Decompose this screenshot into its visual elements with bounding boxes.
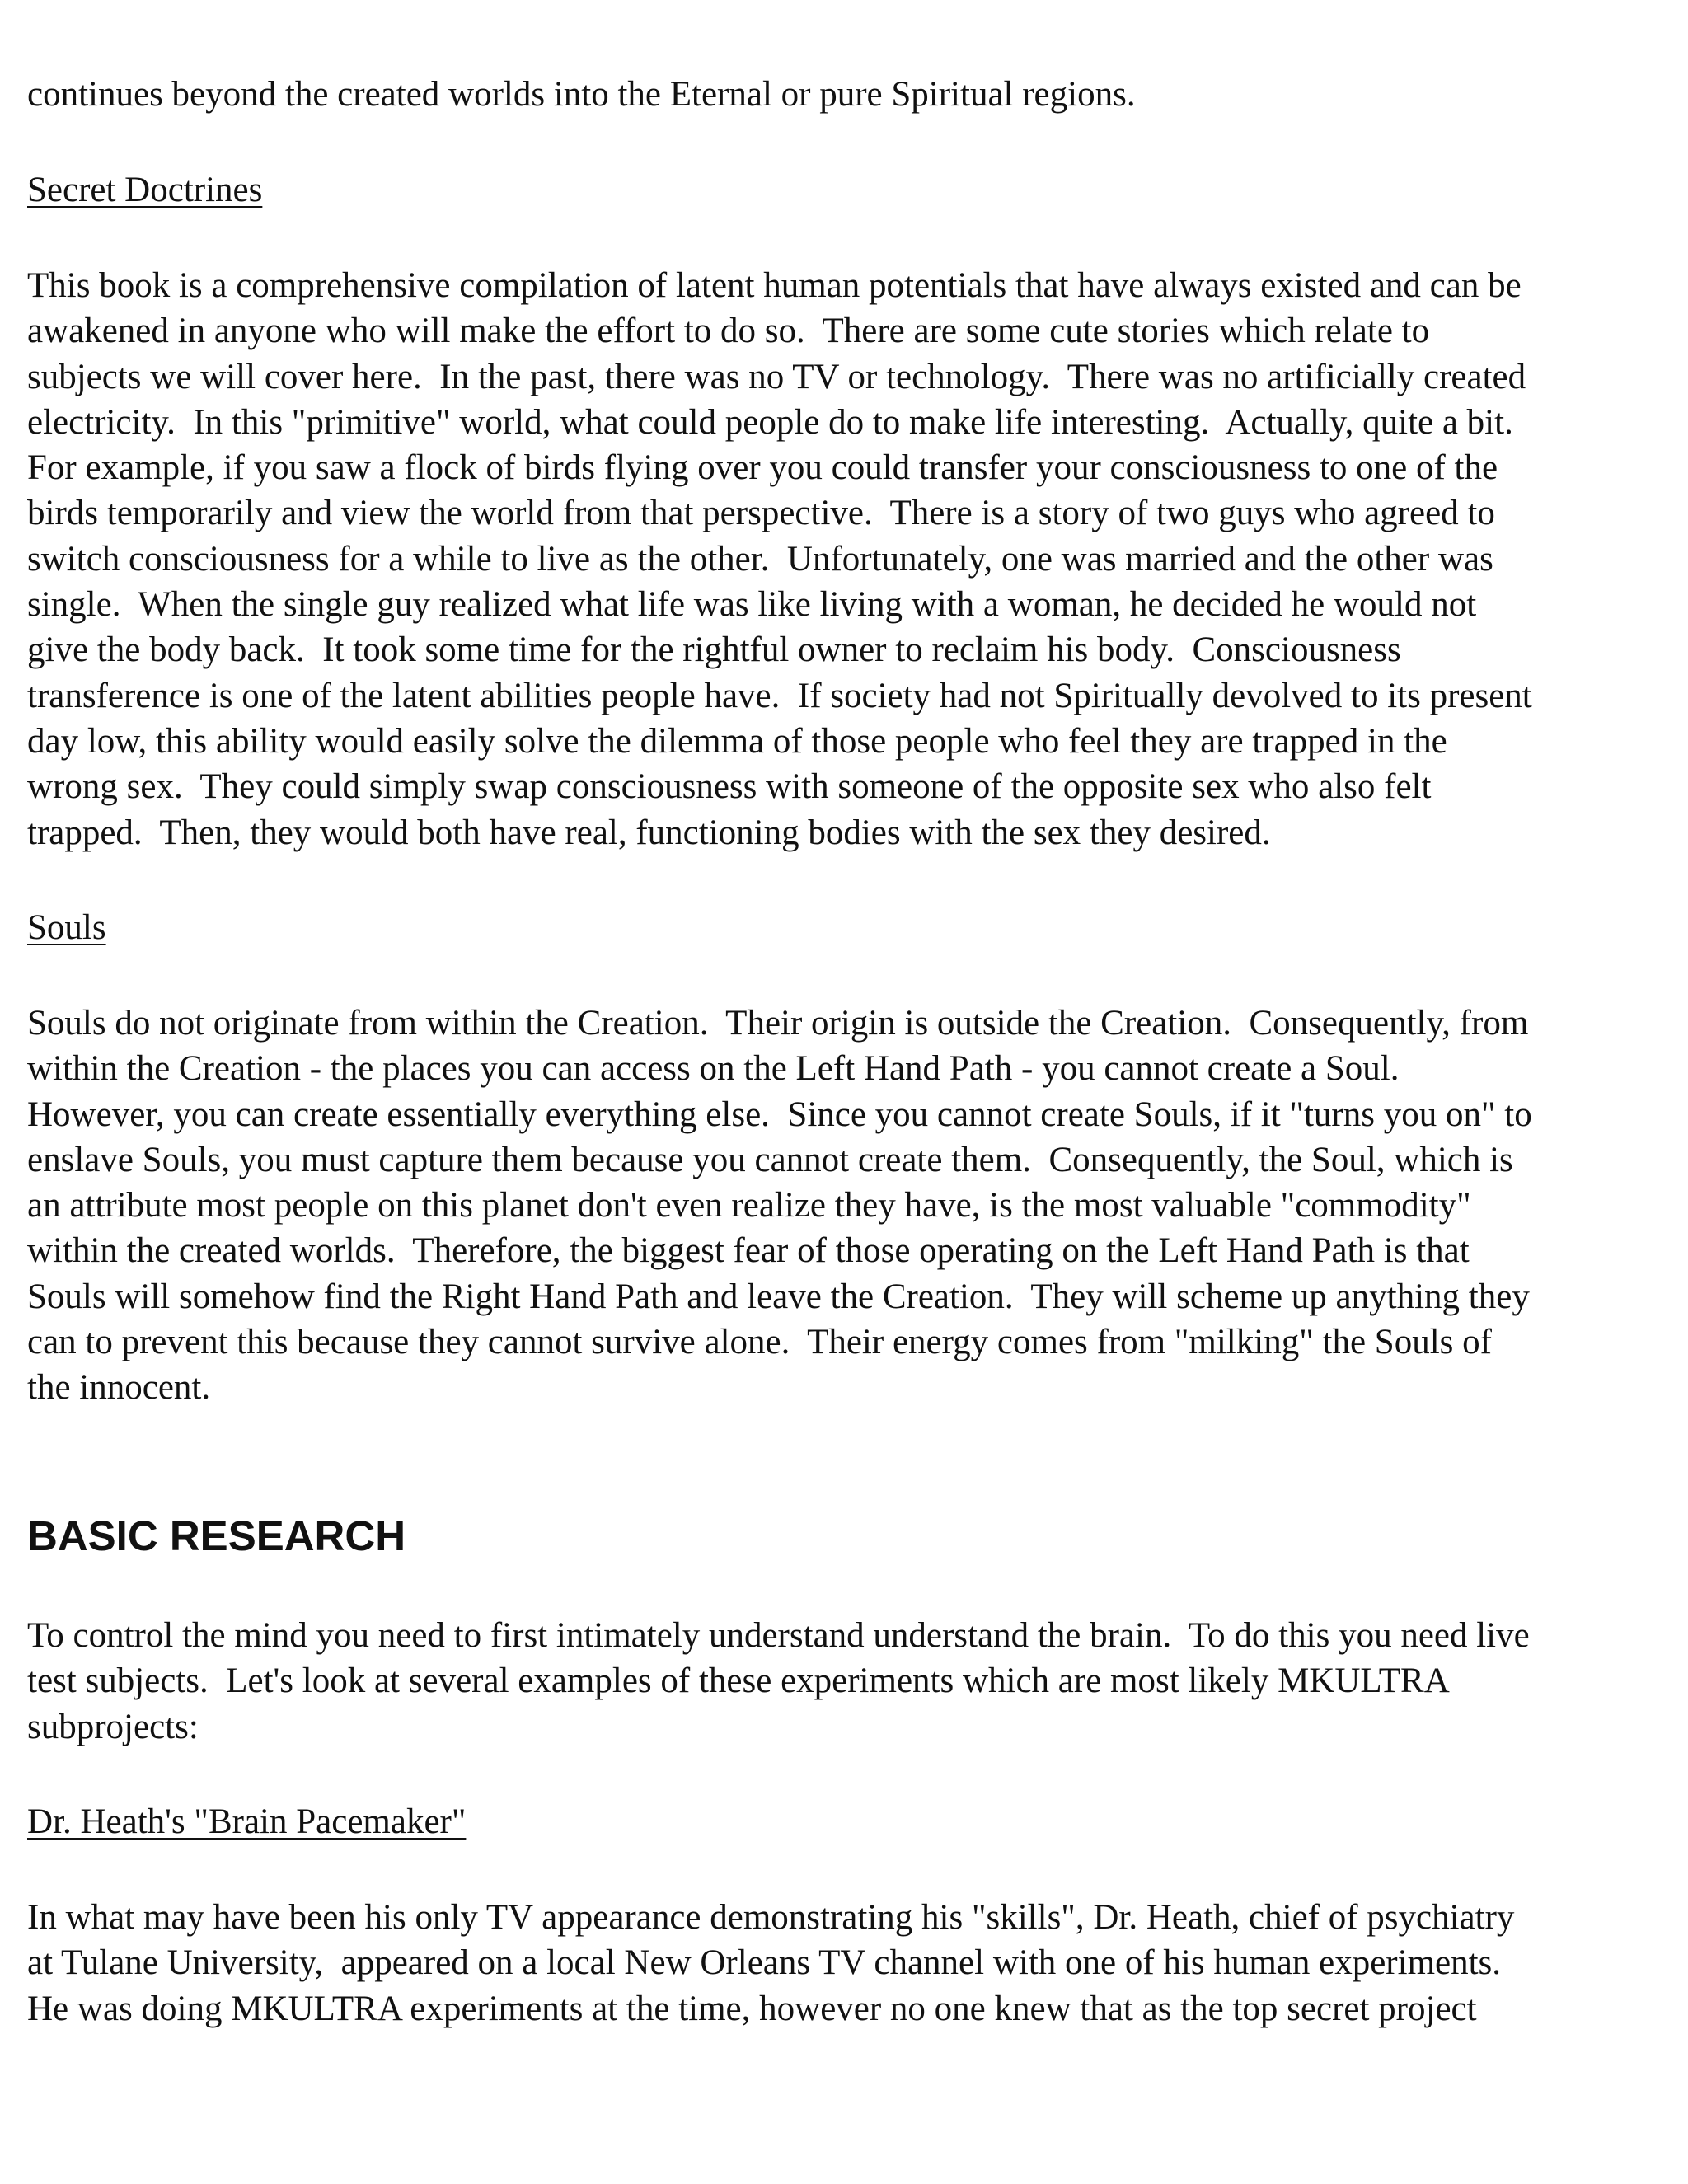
paragraph-souls — [27, 1001, 1532, 1411]
text-line: To control the mind you need to first intimately understand understand the brain. To do this you need live — [27, 1616, 1530, 1655]
text-line: He was doing MKULTRA experiments at the time, however no one knew that as the top secret project — [27, 1989, 1477, 2028]
subheading-secret-doctrines: Secret Doctrines — [27, 171, 263, 209]
text-line: wrong sex. They could simply swap consciousness with someone of the opposite sex who also felt — [27, 767, 1432, 807]
subheading-souls: Souls — [27, 908, 106, 947]
text-line: Souls do not originate from within the Creation. Their origin is outside the Creation. Consequently, from — [27, 1004, 1529, 1043]
text-line: transference is one of the latent abilities people have. If society had not Spiritually devolved to its present — [27, 676, 1532, 715]
text-line: For example, if you saw a flock of birds flying over you could transfer your consciousness to one of the — [27, 448, 1498, 488]
text-line: birds temporarily and view the world from that perspective. There is a story of two guys who agreed to — [27, 494, 1495, 533]
text-line: within the created worlds. Therefore, the biggest fear of those operating on the Left Hand Path is that — [27, 1231, 1470, 1271]
text-line: at Tulane University, appeared on a local New Orleans TV channel with one of his human experiments. — [27, 1943, 1502, 1983]
text-line: can to prevent this because they cannot survive alone. Their energy comes from "milking" the Souls of — [27, 1323, 1492, 1362]
section-heading-basic-research: BASIC RESEARCH — [27, 1512, 406, 1559]
text-line: In what may have been his only TV appearance demonstrating his "skills", Dr. Heath, chief of psychiatry — [27, 1898, 1515, 1937]
text-line: switch consciousness for a while to live as the other. Unfortunately, one was married and the other was — [27, 539, 1493, 579]
text-line: trapped. Then, they would both have real, functioning bodies with the sex they desired. — [27, 813, 1271, 852]
paragraph-intro-tail — [27, 72, 1136, 117]
text-line: continues beyond the created worlds into the Eternal or pure Spiritual regions. — [27, 75, 1136, 114]
text-line: day low, this ability would easily solve the dilemma of those people who feel they are trapped in the — [27, 721, 1447, 761]
text-line: enslave Souls, you must capture them because you cannot create them. Consequently, the Soul, which is — [27, 1140, 1513, 1179]
text-line: electricity. In this "primitive" world, what could people do to make life interesting. Actually, quite a bit. — [27, 402, 1513, 442]
text-line: However, you can create essentially everything else. Since you cannot create Souls, if it "turns you on" to — [27, 1094, 1532, 1134]
text-line: single. When the single guy realized what life was like living with a woman, he decided he would not — [27, 585, 1477, 625]
text-line: This book is a comprehensive compilation of latent human potentials that have always existed and can be — [27, 266, 1522, 305]
text-line: subprojects: — [27, 1707, 199, 1746]
text-line: Souls will somehow find the Right Hand Path and leave the Creation. They will scheme up anything they — [27, 1277, 1530, 1316]
text-line: test subjects. Let's look at several examples of these experiments which are most likely MKULTRA — [27, 1661, 1450, 1701]
paragraph-secret-doctrines — [27, 263, 1532, 855]
subheading-heath: Dr. Heath's "Brain Pacemaker" — [27, 1802, 467, 1841]
text-line: the innocent. — [27, 1368, 211, 1408]
text-line: subjects we will cover here. In the past, there was no TV or technology. There was no artificially created — [27, 357, 1526, 396]
text-line: an attribute most people on this planet don't even realize they have, is the most valuable "commodity" — [27, 1186, 1471, 1226]
text-line: give the body back. It took some time for the rightful owner to reclaim his body. Consciousness — [27, 630, 1401, 670]
paragraph-heath — [27, 1895, 1514, 2032]
text-line: awakened in anyone who will make the effort to do so. There are some cute stories which relate to — [27, 312, 1430, 351]
paragraph-basic-research — [27, 1613, 1530, 1750]
text-line: within the Creation - the places you can access on the Left Hand Path - you cannot create a Soul. — [27, 1049, 1400, 1089]
